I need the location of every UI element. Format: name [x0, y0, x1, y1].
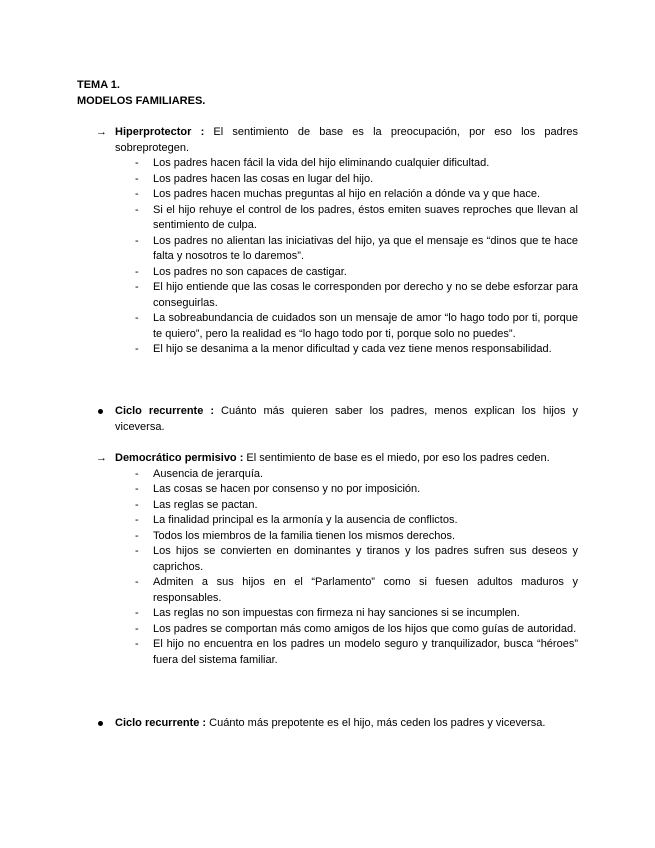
section-text: El sentimiento de base es el miedo, por eso los padres ceden. — [243, 452, 550, 464]
list-item: - Los padres hacen muchas preguntas al hijo en relación a dónde va y que hace. — [153, 187, 578, 203]
dash-icon: - — [135, 203, 139, 216]
section-label: Hiperprotector : — [115, 126, 205, 138]
dash-icon: - — [135, 576, 139, 588]
dash-icon: - — [135, 607, 139, 619]
dash-icon: - — [135, 265, 139, 278]
list-item: - El hijo no encuentra en los padres un modelo seguro y tranquilizador, busca “héroes” fuera del sistema familiar. — [135, 638, 578, 666]
list-item: - Los padres hacen las cosas en lugar del hijo. — [153, 172, 578, 188]
section-ciclo-recurrente-1 — [96, 404, 578, 435]
list-item: - Los padres no son capaces de castigar. — [153, 265, 578, 281]
bullet-dot-icon — [98, 721, 103, 726]
page-title — [77, 77, 205, 109]
list-item: - Los hijos se convierten en dominantes y tiranos y los padres sufren sus deseos y caprichos. — [135, 545, 578, 573]
dash-icon: - — [135, 343, 139, 355]
bullet-dot-icon — [98, 409, 103, 414]
dash-icon: - — [135, 157, 139, 169]
section-label: Ciclo recurrente : — [115, 717, 207, 729]
dash-icon: - — [135, 467, 139, 480]
list-item: - Los padres no alientan las iniciativas del hijo, ya que el mensaje es “dinos que te hace falta y nosotros te lo daremos”. — [135, 234, 578, 262]
dash-icon: - — [135, 529, 139, 542]
list-item: - Las cosas se hacen por consenso y no por imposición. — [153, 482, 578, 498]
list-item: - Ausencia de jerarquía. — [153, 467, 578, 483]
section-heading — [96, 404, 578, 435]
list-item: - Admiten a sus hijos en el “Parlamento” como si fuesen adultos maduros y responsables. — [135, 576, 578, 604]
title-line-1: TEMA 1. — [77, 79, 120, 91]
list-item: - Los padres hacen fácil la vida del hijo eliminando cualquier dificultad. — [153, 156, 578, 172]
section-heading — [96, 716, 578, 732]
item-list — [96, 156, 578, 358]
title-line-2: MODELOS FAMILIARES. — [77, 95, 206, 107]
section-label: Democrático permisivo : — [115, 452, 244, 464]
arrow-icon: → — [96, 126, 107, 138]
list-item: - Las reglas no son impuestas con firmeza ni hay sanciones si se incumplen. — [153, 606, 578, 622]
arrow-icon: → — [96, 452, 107, 464]
list-item: - El hijo se desanima a la menor dificultad y cada vez tiene menos responsabilidad. — [153, 342, 578, 358]
section-text: El sentimiento de base es la preocupación, por eso los padres sobreprotegen. — [115, 126, 578, 154]
dash-icon: - — [135, 638, 139, 650]
section-text: Cuánto más quieren saber los padres, menos explican los hijos y viceversa. — [115, 405, 578, 433]
dash-icon: - — [135, 622, 139, 635]
section-democratico-permisivo — [96, 451, 578, 668]
section-heading — [96, 125, 578, 156]
dash-icon: - — [135, 483, 139, 495]
list-item: - Los padres se comportan más como amigos de los hijos que como guías de autoridad. — [153, 622, 578, 638]
section-text: Cuánto más prepotente es el hijo, más ceden los padres y viceversa. — [206, 717, 546, 729]
section-heading — [96, 451, 578, 467]
bullet-icon — [96, 716, 112, 732]
item-list — [96, 467, 578, 669]
bullet-icon — [96, 404, 112, 420]
list-item: - Si el hijo rehuye el control de los padres, éstos emiten suaves reproches que llevan al sentimiento de culpa. — [135, 203, 578, 231]
dash-icon: - — [135, 281, 139, 293]
list-item: - El hijo entiende que las cosas le corresponden por derecho y no se debe esforzar para conseguirlas. — [135, 281, 578, 309]
list-item: - La finalidad principal es la armonía y la ausencia de conflictos. — [153, 513, 578, 529]
list-item: - Las reglas se pactan. — [153, 498, 578, 514]
dash-icon: - — [135, 234, 139, 247]
dash-icon: - — [135, 312, 139, 324]
section-ciclo-recurrente-2 — [96, 716, 578, 732]
dash-icon: - — [135, 172, 139, 185]
list-item: - La sobreabundancia de cuidados son un mensaje de amor “lo hago todo por ti, porque te quiero”, pero la realidad es “lo hago todo por ti, porque solo no puedes”. — [135, 312, 578, 340]
list-item: - Todos los miembros de la familia tienen los mismos derechos. — [153, 529, 578, 545]
dash-icon: - — [135, 188, 139, 200]
dash-icon: - — [135, 498, 139, 511]
dash-icon: - — [135, 545, 139, 557]
section-label: Ciclo recurrente : — [115, 405, 215, 417]
dash-icon: - — [135, 514, 139, 526]
section-hiperprotector — [96, 125, 578, 358]
